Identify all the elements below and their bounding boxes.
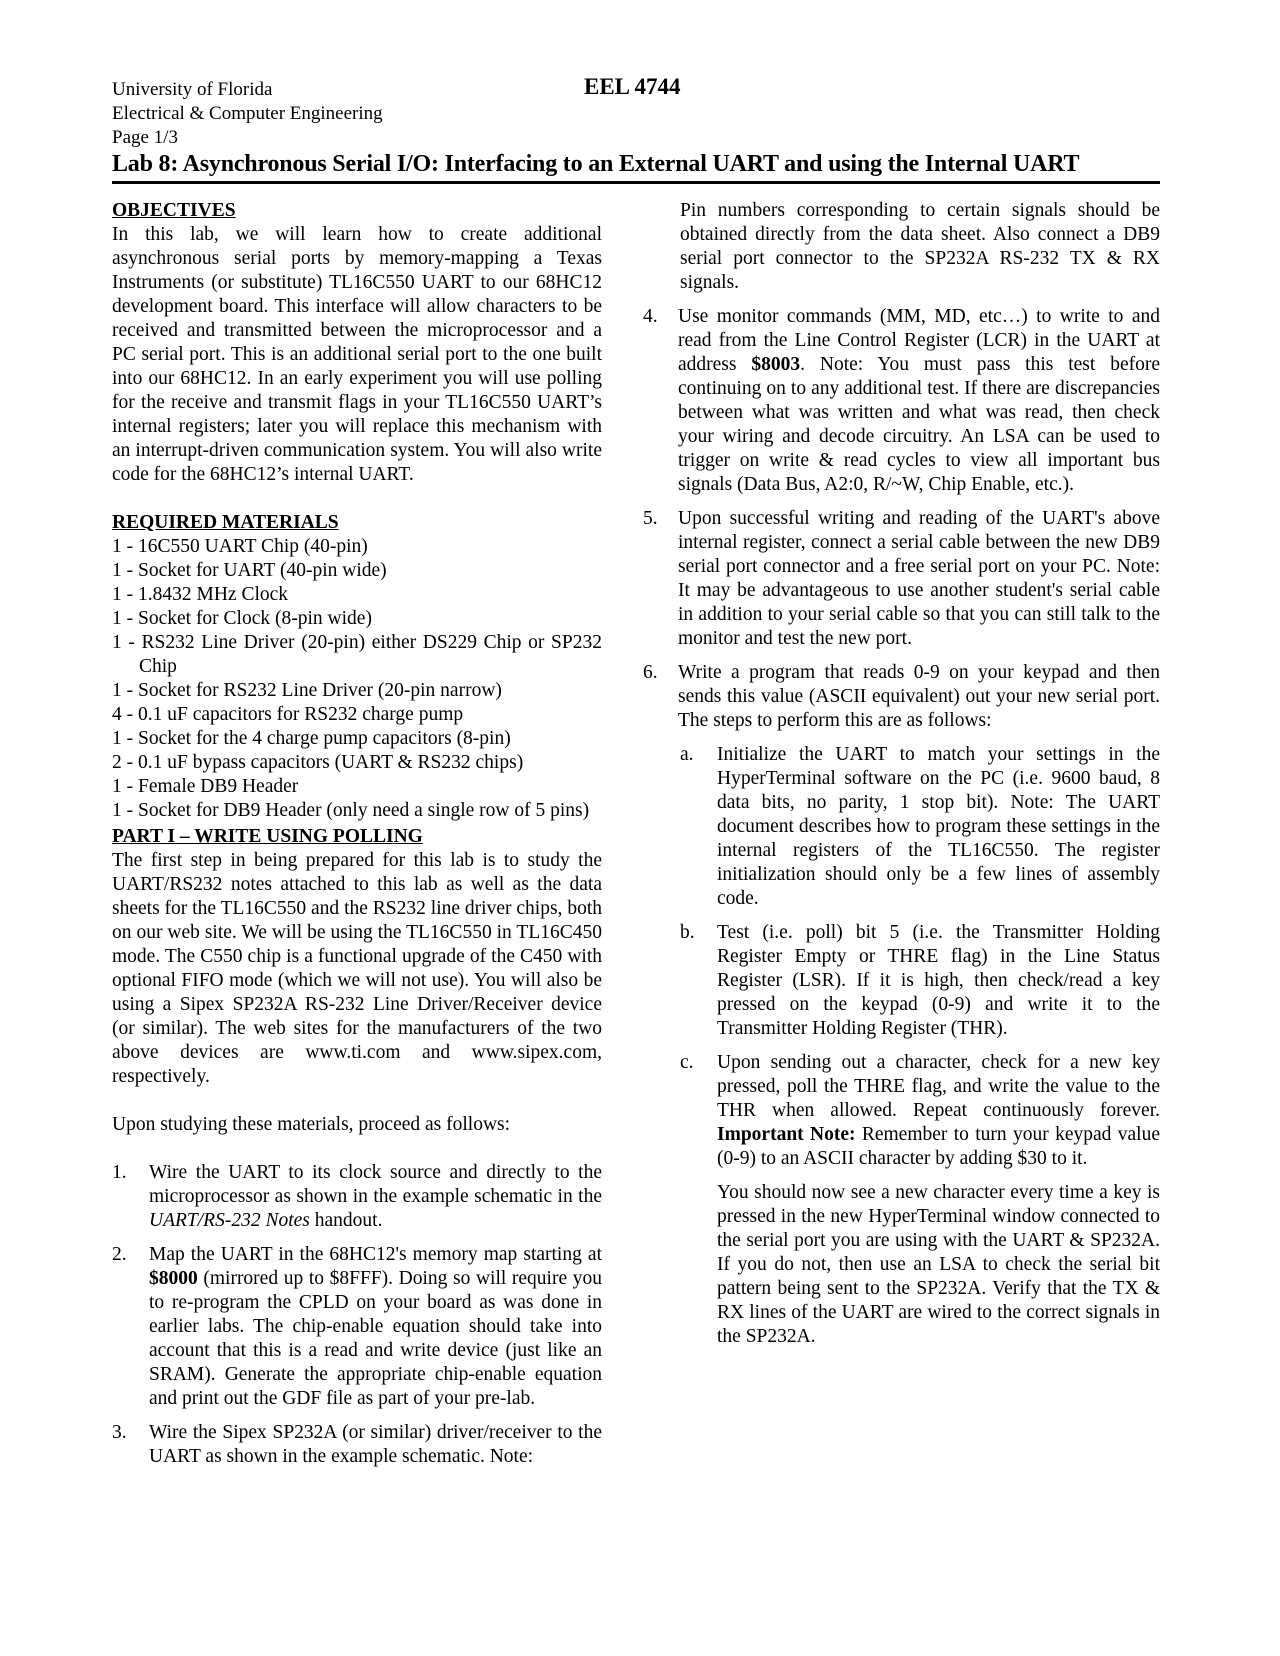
substep-letter: a. [680,744,694,765]
department: Electrical & Computer Engineering [112,103,383,124]
substep-letter: b. [680,922,695,943]
title-rule [112,181,1160,184]
step-6c: c. Upon sending out a character, check for a new key pressed, poll the THRE flag, and write the value to the THR when allowed. Repeat continuously forever. Important Note: Remember to turn your keypad value (0-9) to an ASCII character by adding $30 to it. [680,1052,1161,1169]
step-2: 2. Map the UART in the 68HC12's memory map starting at $8000 (mirrored up to $8FFF). Doing so will require you to re-program the CPLD on your board as was done in earlier labs. The chip-enable equation should take into account that this is a read and write device (just like an SRAM). Generate the appropriate chip-enable equation and print out the GDF file as part of your pre-lab. [112,1244,602,1409]
closing-paragraph: You should now see a new character every time a key is pressed in the new HyperTerminal window connected to the serial port you are using with the UART & SP232A. If you do not, then use an LSA to check the serial bit pattern being sent to the SP232A. Verify that the TX & RX lines of the UART are wired to the correct signals in the SP232A. [717,1182,1160,1347]
address-8003: $8003 [751,354,801,375]
step-4: 4. Use monitor commands (MM, MD, etc…) to write to and read from the Line Control Register (LCR) in the UART at address $8003. Note: You must pass this test before continuing on to any additional test. If there are discrepancies between what was written and what was read, then check your wiring and decode circuitry. An LSA can be used to trigger on write & read cycles to view all important bus signals (Data Bus, A2:0, R/~W, Chip Enable, etc.). [643,306,1160,495]
left-column [112,199,602,1479]
part1-heading: PART I – WRITE USING POLLING [112,826,423,847]
list-item: 1 - RS232 Line Driver (20-pin) either DS229 Chip or SP232 Chip [112,632,602,677]
list-item: 1 - 16C550 UART Chip (40-pin) [112,536,368,557]
step-number: 6. [643,662,658,683]
list-item: 1 - Socket for DB9 Header (only need a single row of 5 pins) [112,800,590,821]
step-number: 2. [112,1244,127,1265]
step-number: 1. [112,1162,127,1183]
page-title: Lab 8: Asynchronous Serial I/O: Interfacing to an External UART and using the Internal UART [112,151,1080,177]
list-item: 1 - Socket for Clock (8-pin wide) [112,608,372,629]
proceed-text: Upon studying these materials, proceed as follows: [112,1114,511,1135]
step-number: 4. [643,306,658,327]
objectives-heading: OBJECTIVES [112,200,236,221]
step-6a: a. Initialize the UART to match your settings in the HyperTerminal software on the PC (i.e. 9600 baud, 8 data bits, no parity, 1 stop bit). Note: The UART document describes how to program these settings in the internal registers of the TL16C550. The register initialization should only be a few lines of assembly code. [680,744,1160,909]
list-item: 1 - 1.8432 MHz Clock [112,584,289,605]
list-item: 2 - 0.1 uF bypass capacitors (UART & RS232 chips) [112,752,524,773]
step-1: 1. Wire the UART to its clock source and directly to the microprocessor as shown in the example schematic in the UART/RS-232 Notes handout. [112,1162,602,1231]
notes-title: UART/RS-232 Notes [149,1210,310,1231]
materials-list [112,535,602,823]
course-code: EEL 4744 [584,74,681,99]
step-5: 5. Upon successful writing and reading of the UART's above internal register, connect a serial cable between the new DB9 serial port connector and a free serial port on your PC. Note: It may be advantageous to use another student's serial cable in addition to your serial cable so that you can still talk to the monitor and test the new port. [643,508,1160,649]
step-number: 3. [112,1422,127,1443]
step-6b: b. Test (i.e. poll) bit 5 (i.e. the Transmitter Holding Register Empty or THRE flag) in the Line Status Register (LSR). If it is high, then check/read a key pressed on the keypad (0-9) and write it to the Transmitter Holding Register (THR). [680,922,1160,1039]
institution: University of Florida [112,79,273,100]
address-8000: $8000 [149,1268,198,1289]
step-6: 6. Write a program that reads 0-9 on your keypad and then sends this value (ASCII equivalent) out your new serial port. The steps to perform this are as follows: [643,662,1160,731]
objectives-text: In this lab, we will learn how to create additional asynchronous serial ports by memory-mapping a Texas Instruments (or substitute) TL16C550 UART to our 68HC12 development board. This interface will allow characters to be received and transmitted between the microprocessor and a PC serial port. This is an additional serial port to the one built into our 68HC12. In an early experiment you will use polling for the receive and transmit flags in your TL16C550 UART’s internal registers; later you will replace this mechanism with an interrupt-driven communication system. You will also write code for the 68HC12’s internal UART. [112,224,602,485]
step-3: 3. Wire the Sipex SP232A (or similar) driver/receiver to the UART as shown in the example schematic. Note: [112,1422,602,1467]
right-column [643,199,1161,1359]
step-number: 5. [643,508,658,529]
important-note: Important Note: [717,1124,856,1145]
list-item: 1 - Socket for RS232 Line Driver (20-pin narrow) [112,680,502,701]
list-item: 1 - Socket for the 4 charge pump capacitors (8-pin) [112,728,511,749]
page-number: Page 1/3 [112,127,178,148]
list-item: 1 - Female DB9 Header [112,776,299,797]
materials-heading: REQUIRED MATERIALS [112,512,339,533]
substep-letter: c. [680,1052,694,1073]
list-item: 1 - Socket for UART (40-pin wide) [112,560,387,581]
document-header [112,78,383,150]
step-3-continued: Pin numbers corresponding to certain signals should be obtained directly from the data sheet. Also connect a DB9 serial port connector to the SP232A RS-232 TX & RX signals. [680,200,1160,293]
part1-intro: The first step in being prepared for this lab is to study the UART/RS232 notes attached to this lab as well as the data sheets for the TL16C550 and the RS232 line driver chips, both on our web site. We will be using the TL16C550 in TL16C450 mode. The C550 chip is a functional upgrade of the C450 with optional FIFO mode (which we will not use). You will also be using a Sipex SP232A RS-232 Line Driver/Receiver device (or similar). The web sites for the manufacturers of the two above devices are www.ti.com and www.sipex.com, respectively. [112,850,602,1087]
list-item: 4 - 0.1 uF capacitors for RS232 charge pump [112,704,464,725]
